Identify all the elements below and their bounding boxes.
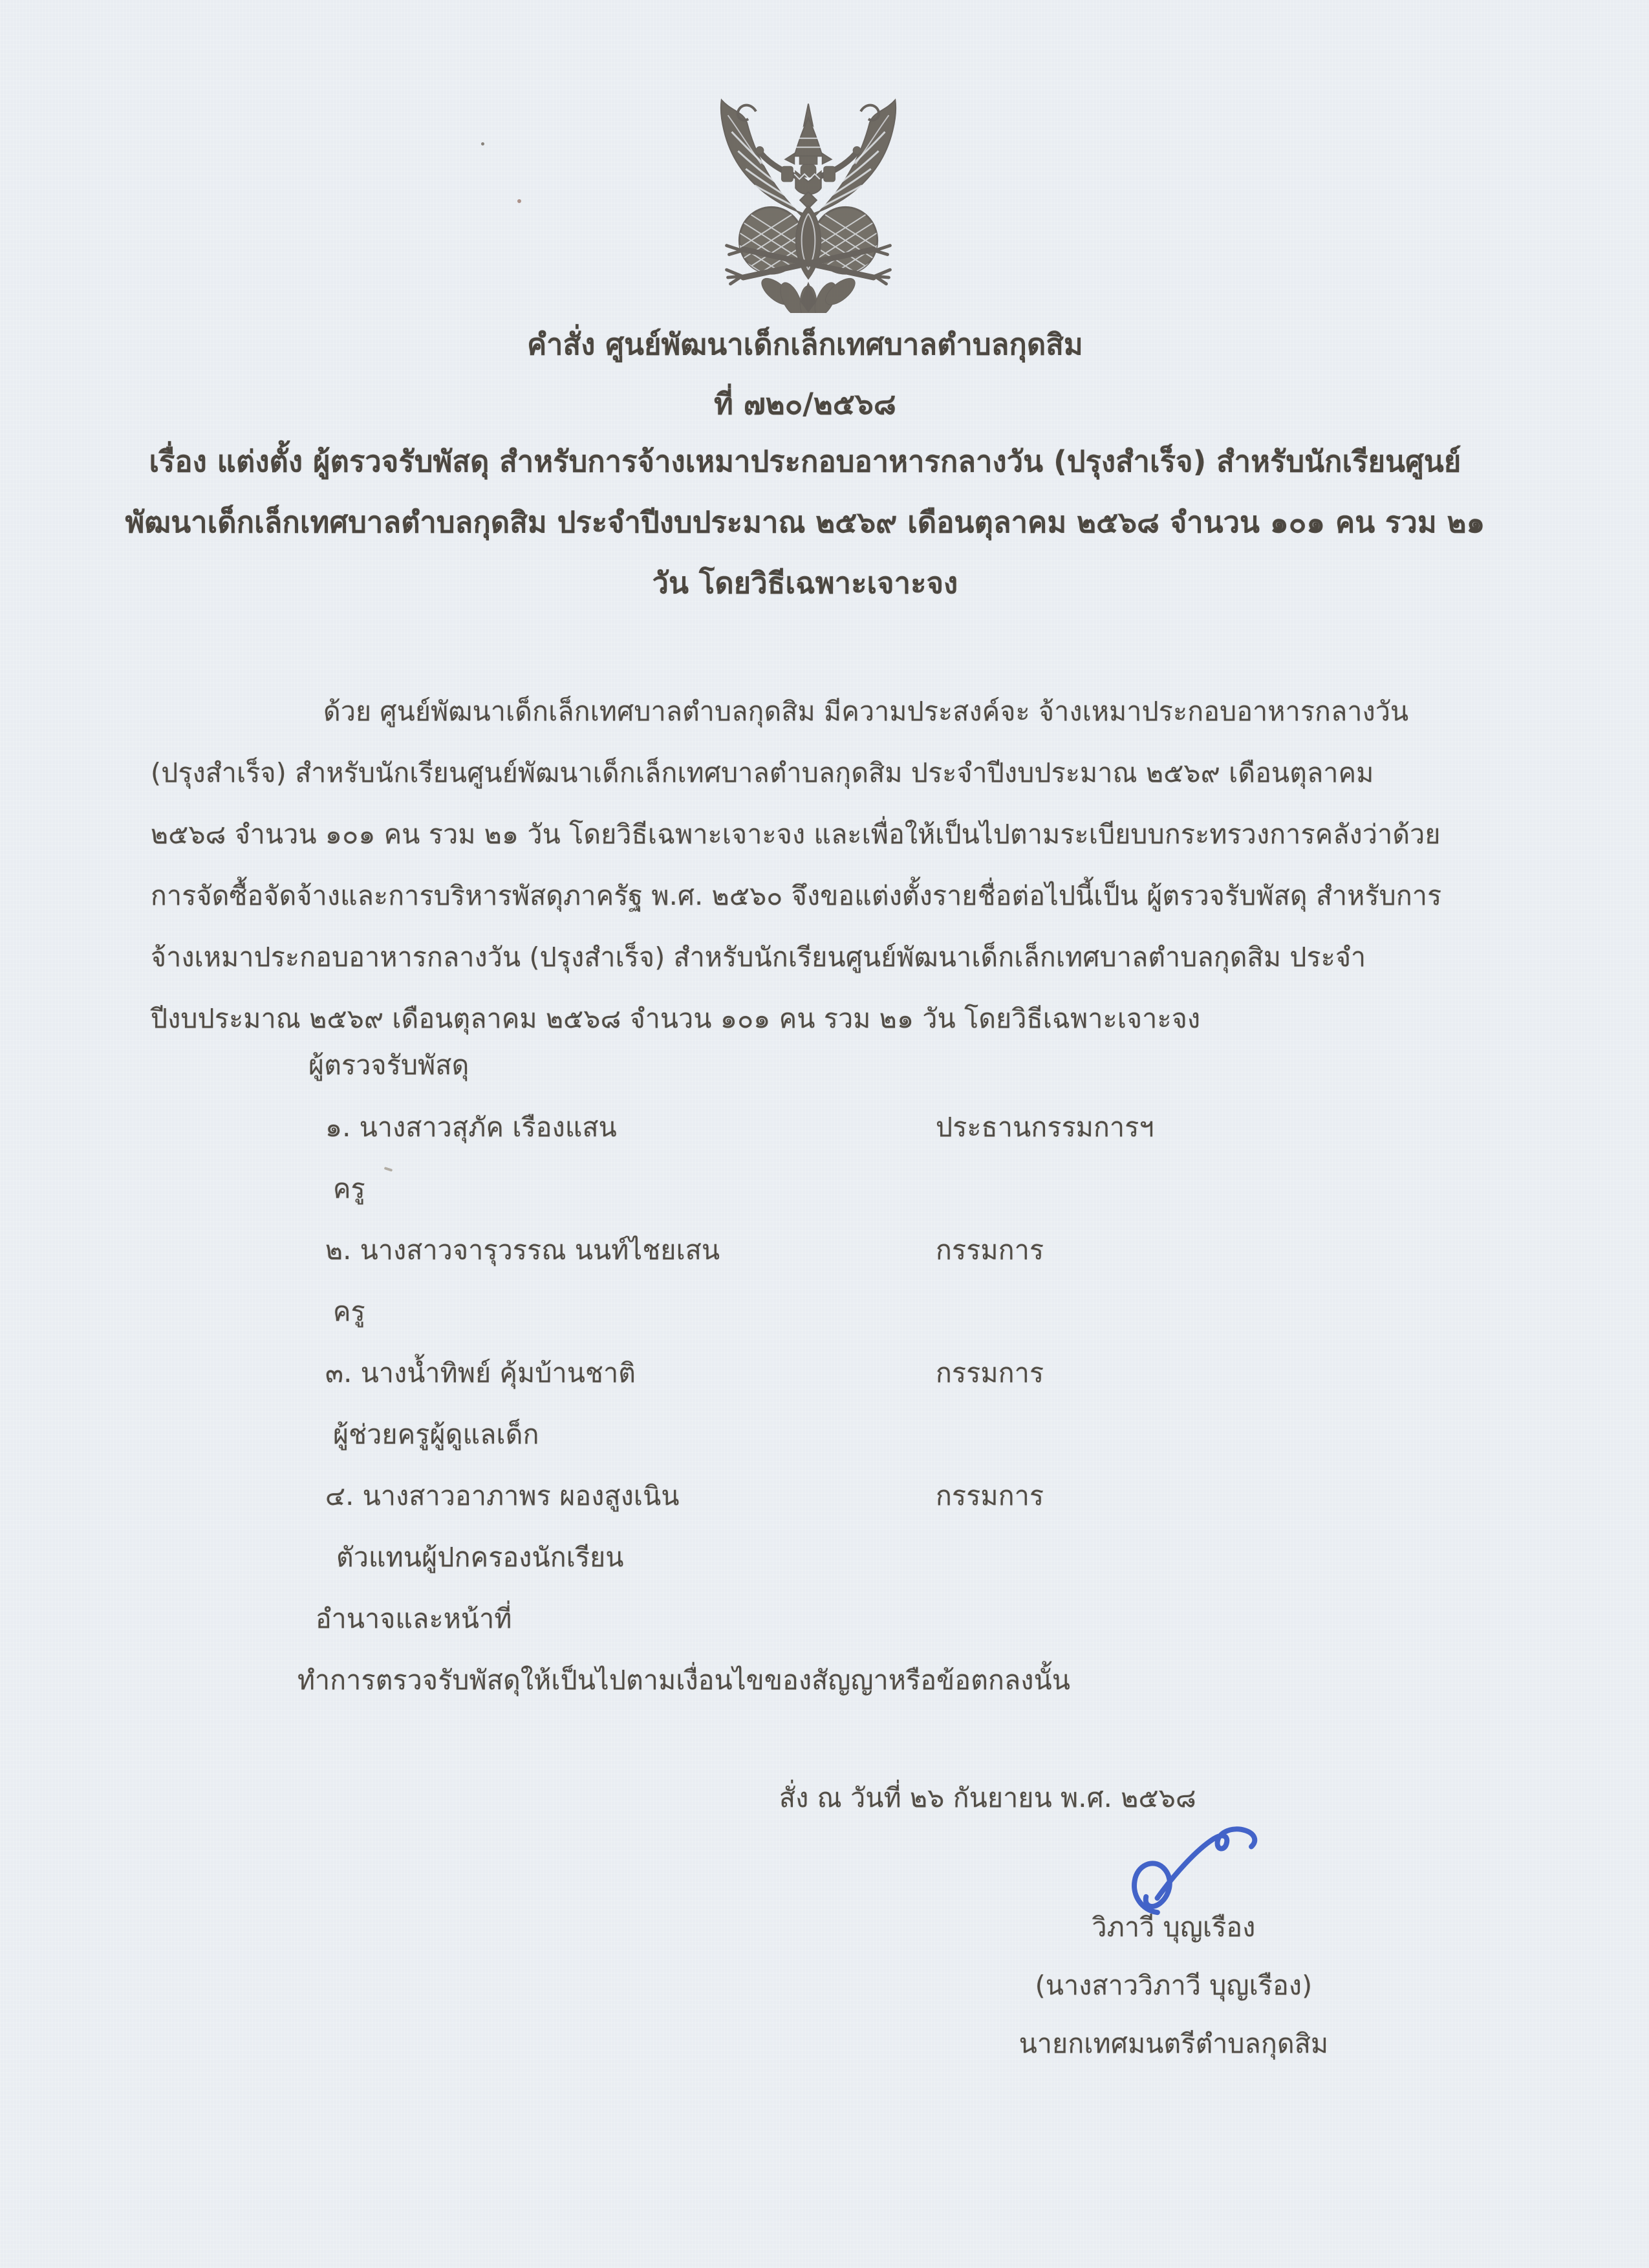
signer-name-parenthesized: (นางสาววิภาวี บุญเรือง) xyxy=(1035,1970,1313,2001)
paragraph-line: ด้วย ศูนย์พัฒนาเด็กเล็กเทศบาลตำบลกุดสิม มีความประสงค์จะ จ้างเหมาประกอบอาหารกลางวัน xyxy=(323,696,1409,727)
paragraph-line: (ปรุงสำเร็จ) สำหรับนักเรียนศูนย์พัฒนาเด็กเล็กเทศบาลตำบลกุดสิม ประจำปีงบประมาณ ๒๕๖๙ เดือนตุลาคม xyxy=(151,757,1374,788)
subject-line-3: วัน โดยวิธีเฉพาะเจาะจง xyxy=(652,566,958,600)
subject-line-1: เรื่อง แต่งตั้ง ผู้ตรวจรับพัสดุ สำหรับการจ้างเหมาประกอบอาหารกลางวัน (ปรุงสำเร็จ) สำหรับนักเรียนศูนย์ xyxy=(149,444,1461,479)
committee-member-role: กรรมการ xyxy=(936,1357,1044,1388)
signer-position: นายกเทศมนตรีตำบลกุดสิม xyxy=(1018,2028,1329,2059)
paragraph-line: การจัดซื้อจัดจ้างและการบริหารพัสดุภาครัฐ พ.ศ. ๒๕๖๐ จึงขอแต่งตั้งรายชื่อต่อไปนี้เป็น ผู้ตรวจรับพัสดุ สำหรับการ xyxy=(151,880,1442,911)
committee-member-position: ตัวแทนผู้ปกครองนักเรียน xyxy=(336,1542,624,1573)
signature-ink xyxy=(1122,1816,1277,1916)
paragraph-line: ปีงบประมาณ ๒๕๖๙ เดือนตุลาคม ๒๕๖๘ จำนวน ๑๐๑ คน รวม ๒๑ วัน โดยวิธีเฉพาะเจาะจง xyxy=(151,1003,1201,1034)
committee-member-position: ครู xyxy=(333,1296,365,1327)
duty-line: ทำการตรวจรับพัสดุให้เป็นไปตามเงื่อนไขของสัญญาหรือข้อตกลงนั้น xyxy=(297,1665,1071,1696)
committee-member-name: ๑. นางสาวสุภัค เรืองแสน xyxy=(325,1112,617,1143)
order-title: คำสั่ง ศูนย์พัฒนาเด็กเล็กเทศบาลตำบลกุดสิม xyxy=(527,327,1083,362)
signer-name: วิภาวี บุญเรือง xyxy=(1092,1912,1256,1943)
subject-line-2: พัฒนาเด็กเล็กเทศบาลตำบลกุดสิม ประจำปีงบประมาณ ๒๕๖๙ เดือนตุลาคม ๒๕๖๘ จำนวน ๑๐๑ คน รวม ๒๑ xyxy=(125,505,1485,539)
duty-heading: อำนาจและหน้าที่ xyxy=(316,1603,512,1634)
paragraph-line: ๒๕๖๘ จำนวน ๑๐๑ คน รวม ๒๑ วัน โดยวิธีเฉพาะเจาะจง และเพื่อให้เป็นไปตามระเบียบบกระทรวงการคลังว่าด้วย xyxy=(151,819,1441,850)
garuda-emblem xyxy=(706,92,911,313)
committee-member-position: ครู xyxy=(333,1173,365,1204)
scan-speck xyxy=(481,142,484,146)
committee-member-role: ประธานกรรมการฯ xyxy=(936,1112,1154,1143)
order-number: ที่ ๗๒๐/๒๕๖๘ xyxy=(714,387,896,421)
scan-speck xyxy=(517,199,521,203)
committee-member-name: ๔. นางสาวอาภาพร ผองสูงเนิน xyxy=(325,1480,680,1511)
committee-heading: ผู้ตรวจรับพัสดุ xyxy=(308,1050,469,1081)
scan-speck xyxy=(384,1167,393,1172)
committee-member-role: กรรมการ xyxy=(936,1235,1044,1266)
order-date-line: สั่ง ณ วันที่ ๒๖ กันยายน พ.ศ. ๒๕๖๘ xyxy=(779,1782,1196,1813)
paragraph-line: จ้างเหมาประกอบอาหารกลางวัน (ปรุงสำเร็จ) สำหรับนักเรียนศูนย์พัฒนาเด็กเล็กเทศบาลตำบลกุดสิม ประจำ xyxy=(151,942,1366,973)
committee-member-position: ผู้ช่วยครูผู้ดูแลเด็ก xyxy=(333,1419,539,1450)
committee-member-role: กรรมการ xyxy=(936,1480,1044,1511)
committee-member-name: ๓. นางน้ำทิพย์ คุ้มบ้านชาติ xyxy=(325,1357,636,1388)
committee-member-name: ๒. นางสาวจารุวรรณ นนท์ไชยเสน xyxy=(325,1235,720,1266)
